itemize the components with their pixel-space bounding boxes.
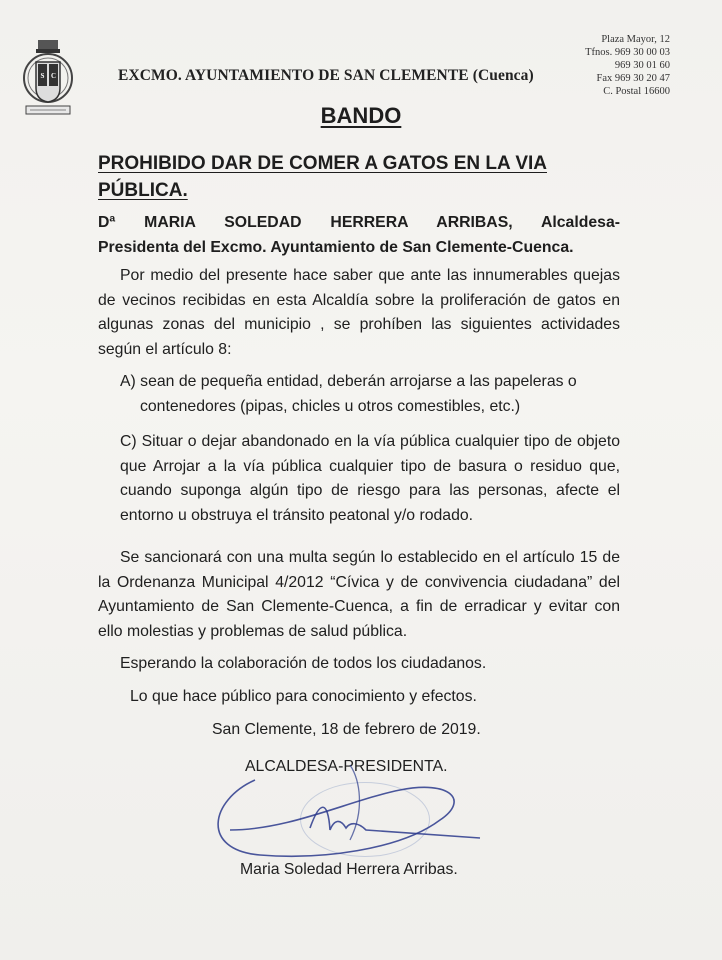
intro-paragraph: Por medio del presente hace saber que ante las innumerables quejas de vecinos recibidas en esta Alcaldía sobre la proliferación de gatos en algunas zonas del municipio , se prohíben las siguientes actividades según el artículo 8: bbox=[98, 267, 620, 358]
author-block bbox=[98, 210, 638, 260]
closing-line-2: Lo que hace público para conocimiento y efectos. bbox=[130, 688, 477, 705]
item-a-line-2: contenedores (pipas, chicles u otros comestibles, etc.) bbox=[140, 397, 521, 415]
headline-line-1: PROHIBIDO DAR DE COMER A GATOS EN LA VIA bbox=[98, 153, 547, 174]
document-type-heading bbox=[0, 103, 722, 129]
headline-line-2: PÚBLICA. bbox=[98, 180, 188, 201]
document-type-title: BANDO bbox=[320, 103, 402, 128]
organization-name: EXCMO. AYUNTAMIENTO DE SAN CLEMENTE (Cuenca) bbox=[118, 67, 534, 84]
item-a-line-1: A) sean de pequeña entidad, deberán arrojarse a las papeleras o bbox=[120, 373, 577, 390]
handwritten-signature-icon bbox=[200, 760, 490, 870]
contact-fax: Fax 969 30 20 47 bbox=[596, 73, 670, 84]
item-c: C) Situar o dejar abandonado en la vía pública cualquier tipo de objeto que Arrojar a la vía pública cualquier tipo de basura o residuo que, cuando suponga algún tipo de riesgo para las personas, afecte el entorno u obstruya el tránsito peatonal y/o rodado. bbox=[120, 433, 620, 524]
contact-block bbox=[585, 33, 670, 98]
sanction-paragraph: Se sancionará con una multa según lo establecido en el artículo 15 de la Ordenanza Municipal 4/2012 “Cívica y de convivencia ciudadana” del Ayuntamiento de San Clemente-Cuenca, a fin de erradicar y evitar con ello molestias y problemas de salud pública. bbox=[98, 549, 620, 640]
contact-phone-1: Tfnos. 969 30 00 03 bbox=[585, 47, 670, 58]
author-line-1: Dª MARIA SOLEDAD HERRERA ARRIBAS, Alcaldesa- bbox=[98, 214, 620, 231]
item-a bbox=[98, 370, 620, 419]
contact-postal: C. Postal 16600 bbox=[603, 86, 670, 97]
headline bbox=[98, 150, 618, 204]
closing-line-1: Esperando la colaboración de todos los ciudadanos. bbox=[120, 655, 487, 672]
date-line: San Clemente, 18 de febrero de 2019. bbox=[212, 721, 481, 738]
author-line-2: Presidenta del Excmo. Ayuntamiento de San Clemente-Cuenca. bbox=[98, 239, 574, 256]
contact-phone-2: 969 30 01 60 bbox=[614, 60, 670, 71]
signatory-title: ALCALDESA-PRESIDENTA. bbox=[245, 758, 448, 775]
contact-address: Plaza Mayor, 12 bbox=[601, 34, 670, 45]
svg-text:S: S bbox=[40, 72, 45, 80]
signatory-name: Maria Soledad Herrera Arribas. bbox=[240, 861, 458, 878]
svg-text:C: C bbox=[50, 72, 57, 80]
